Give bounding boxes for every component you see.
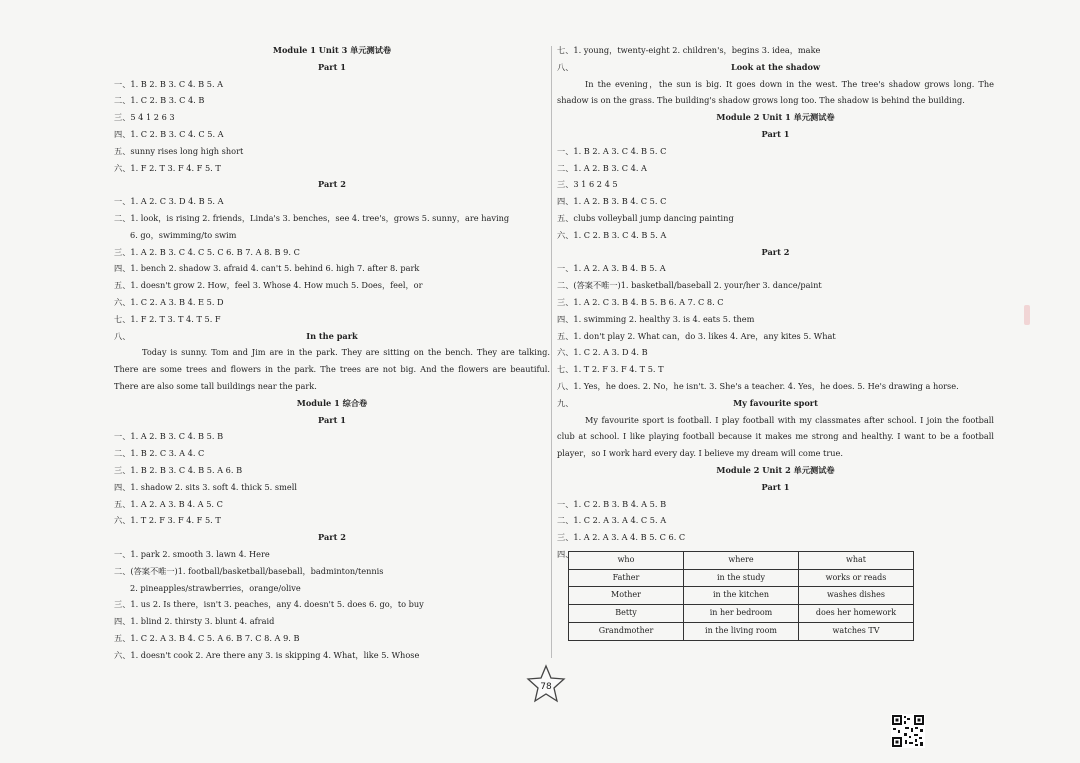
table-header-cell: who [569,551,684,569]
answer-line: 三、1. us 2. Is there，isn't 3. peaches，any 4. doesn't 5. does 6. go，to buy [114,599,424,610]
section-title: Module 2 Unit 1 单元测试卷 [716,112,835,123]
table-cell: watches TV [799,622,914,640]
passage-text: My favourite sport is football. I play football with my classmates after school. I join the football club at school. I like playing football because it makes me strong and healthy. I want to be a football player，so I work hard every day. I believe my dream will come true. [557,414,994,459]
answer-line: 三、1. A 2. B 3. C 4. C 5. C 6. B 7. A 8. B 9. C [114,246,300,257]
answer-line: 一、1. C 2. B 3. B 4. A 5. B [557,498,667,509]
passage-text: Today is sunny. Tom and Jim are in the park. They are sitting on the bench. They are talking. There are some trees and flowers in the park. The trees are not big. And the flowers are beautiful. There are also some tall buildings near the park. [114,347,550,391]
part-heading: Part 2 [761,246,790,257]
table-row [569,587,914,605]
answer-line: 一、1. A 2. B 3. C 4. B 5. B [114,431,224,442]
column-divider [551,46,552,658]
answer-line: 五、1. A 2. A 3. B 4. A 5. C [114,498,223,509]
part-heading: Part 1 [318,61,346,72]
answer-line: 二、(答案不唯一)1. football/basketball/baseball，badminton/tennis [114,565,384,576]
table-cell: in the study [684,569,799,587]
answer-line: 三、1. B 2. B 3. C 4. B 5. A 6. B [114,464,243,475]
writing-heading-row [557,395,994,412]
answer-line: 三、1. A 2. A 3. A 4. B 5. C 6. C [557,532,686,543]
answer-line: 二、(答案不唯一)1. basketball/baseball 2. your/her 3. dance/paint [557,280,822,291]
answer-line: 二、1. B 2. C 3. A 4. C [114,448,205,459]
passage-title: Look at the shadow [730,61,821,72]
question-number: 九、 [557,397,574,408]
answer-line: 六、1. C 2. A 3. D 4. B [557,347,648,358]
answer-line: 四、1. shadow 2. sits 3. soft 4. thick 5. smell [114,481,297,492]
part-heading: Part 2 [318,179,346,190]
table-cell: Mother [569,587,684,605]
answer-line: 一、1. A 2. C 3. D 4. B 5. A [114,196,224,207]
table-cell: washes dishes [799,587,914,605]
part-heading: Part 1 [761,481,790,492]
answer-line: 6. go，swimming/to swim [130,229,237,240]
answer-line: 一、1. B 2. A 3. C 4. B 5. C [557,145,667,156]
answer-line: 四、 [557,548,574,559]
answer-line: 六、1. C 2. B 3. C 4. B 5. A [557,229,667,240]
answer-line: 六、1. doesn't cook 2. Are there any 3. is skipping 4. What，like 5. Whose [114,649,420,660]
answer-line: 三、5 4 1 2 6 3 [114,112,175,123]
question-number: 八、 [114,330,131,341]
answer-line: 七、1. F 2. T 3. T 4. T 5. F [114,313,221,324]
answer-line: 五、sunny rises long high short [114,145,244,156]
answer-line: 四、1. A 2. B 3. B 4. C 5. C [557,196,667,207]
table-cell: in the kitchen [684,587,799,605]
table-cell: Father [569,569,684,587]
part-heading: Part 1 [318,414,346,425]
table-cell: Grandmother [569,622,684,640]
answer-line: 六、1. T 2. F 3. F 4. F 5. T [114,515,221,526]
answer-line: 四、1. swimming 2. healthy 3. is 4. eats 5. them [557,313,755,324]
passage-title: My favourite sport [733,397,818,408]
answer-line: 二、1. look，is rising 2. friends，Linda's 3. benches，see 4. tree's，grows 5. sunny，are having [114,212,510,223]
qr-code-icon [891,714,925,748]
part-heading: Part 1 [761,128,790,139]
answer-line: 七、1. T 2. F 3. F 4. T 5. T [557,364,664,375]
answer-line: 三、1. A 2. C 3. B 4. B 5. B 6. A 7. C 8. C [557,296,724,307]
right-column [557,42,994,641]
answer-line: 四、1. bench 2. shadow 3. afraid 4. can't 5. behind 6. high 7. after 8. park [114,263,420,274]
answer-line: 二、1. C 2. A 3. A 4. C 5. A [557,515,667,526]
page-number: 78 [540,682,552,692]
section-title: Module 1 综合卷 [296,397,368,408]
writing-heading-row [114,328,550,345]
answer-line: 二、1. A 2. B 3. C 4. A [557,162,647,173]
table-header-cell: what [799,551,914,569]
answer-line: 四、1. blind 2. thirsty 3. blunt 4. afraid [114,616,275,627]
passage-text: In the evening，the sun is big. It goes down in the west. The tree's shadow grows long. The shadow is on the grass. The building's shadow grows long too. The shadow is behind the building. [557,78,994,106]
answer-line: 五、1. doesn't grow 2. How，feel 3. Whose 4. How much 5. Does，feel，or [114,280,423,291]
passage-title: In the park [306,330,358,341]
answer-line: 六、1. F 2. T 3. F 4. F 5. T [114,162,221,173]
answer-line: 三、3 1 6 2 4 5 [557,179,618,190]
table-cell: in her bedroom [684,605,799,623]
edge-mark [1024,305,1030,325]
section-title: Module 1 Unit 3 单元测试卷 [272,45,392,55]
table-row [569,605,914,623]
table-header-cell: where [684,551,799,569]
section-title: Module 2 Unit 2 单元测试卷 [716,464,835,475]
table-cell: Betty [569,605,684,623]
answer-line: 二、1. C 2. B 3. C 4. B [114,95,205,106]
left-column [114,42,550,663]
table-row [569,622,914,640]
answer-line: 五、1. don't play 2. What can，do 3. likes 4. Are，any kites 5. What [557,330,836,341]
writing-heading-row [557,59,994,76]
answer-line: 2. pineapples/strawberries，orange/olive [130,582,301,593]
answer-line: 五、clubs volleyball jump dancing painting [557,212,734,223]
answer-line: 一、1. park 2. smooth 3. lawn 4. Here [114,548,270,559]
answer-line: 六、1. C 2. A 3. B 4. E 5. D [114,296,224,307]
answer-line: 七、1. young，twenty-eight 2. children's，begins 3. idea，make [557,45,821,55]
answer-line: 四、1. C 2. B 3. C 4. C 5. A [114,128,224,139]
answer-line: 八、1. Yes，he does. 2. No，he isn't. 3. She's a teacher. 4. Yes，he does. 5. He's drawing a horse. [557,380,959,391]
answer-line: 五、1. C 2. A 3. B 4. C 5. A 6. B 7. C 8. A 9. B [114,632,300,643]
table-row [569,569,914,587]
table-cell: in the living room [684,622,799,640]
page-number-star-icon [526,664,566,704]
answer-line: 一、1. A 2. A 3. B 4. B 5. A [557,263,666,274]
table-cell: works or reads [799,569,914,587]
answer-table [568,551,914,641]
table-cell: does her homework [799,605,914,623]
part-heading: Part 2 [318,532,346,543]
answer-line: 一、1. B 2. B 3. C 4. B 5. A [114,78,224,89]
question-number: 八、 [557,61,574,72]
